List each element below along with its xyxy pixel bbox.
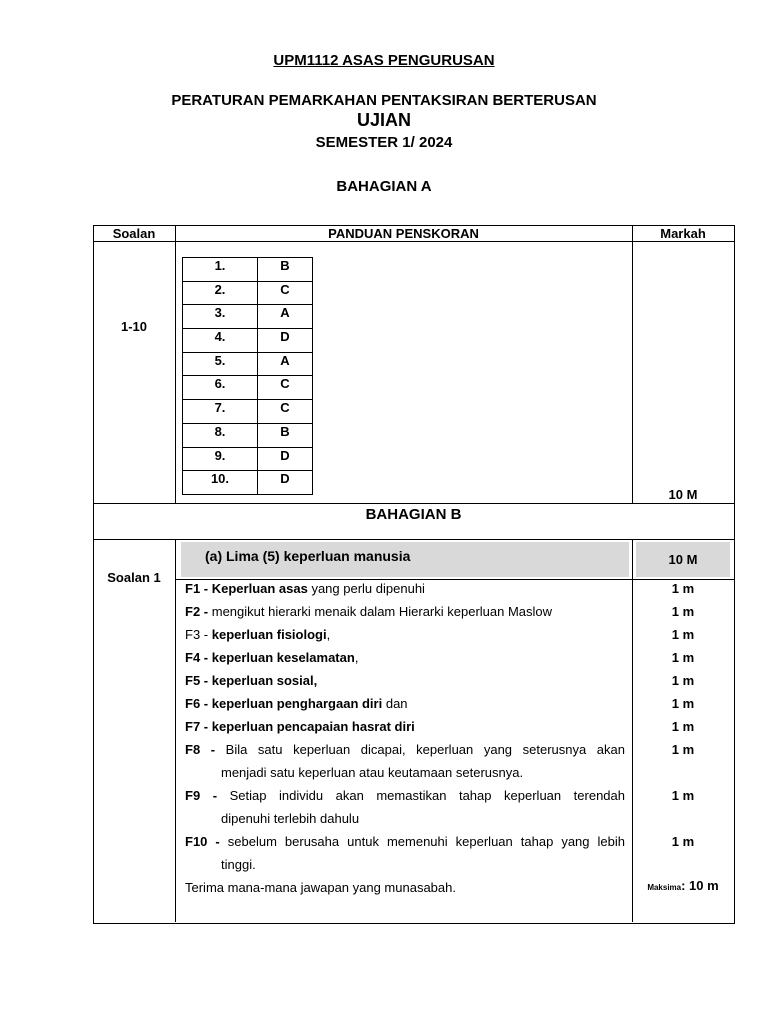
- answer-row: [183, 329, 313, 353]
- answer-row: [183, 471, 313, 495]
- criterion-f10: F10 - sebelum berusaha untuk memenuhi keperluan tahap yang lebih: [185, 834, 625, 849]
- answer-key-table: [182, 257, 313, 495]
- answer-row: [183, 258, 313, 282]
- answer-number: 1.: [183, 258, 258, 282]
- answer-row: [183, 447, 313, 471]
- semester-label: SEMESTER 1/ 2024: [315, 134, 453, 151]
- criterion-mark: 1 m: [671, 581, 695, 596]
- answer-row: [183, 305, 313, 329]
- answer-number: 7.: [183, 400, 258, 424]
- criterion-mark: 1 m: [671, 604, 695, 619]
- criterion-f8-continued: menjadi satu keperluan atau keutamaan seterusnya.: [221, 765, 524, 780]
- answer-letter: B: [258, 423, 313, 447]
- col-header-marks: Markah: [660, 226, 706, 241]
- answer-row: [183, 400, 313, 424]
- table-divider: [93, 539, 734, 540]
- answer-letter: D: [258, 471, 313, 495]
- answer-number: 8.: [183, 423, 258, 447]
- max-label: Maksima: [647, 883, 682, 892]
- answer-number: 4.: [183, 329, 258, 353]
- closing-note: Terima mana-mana jawapan yang munasabah.: [185, 880, 456, 895]
- criterion-mark: 1 m: [671, 719, 695, 734]
- answer-letter: A: [258, 352, 313, 376]
- answer-number: 9.: [183, 447, 258, 471]
- answer-letter: B: [258, 258, 313, 282]
- criterion-f10-continued: tinggi.: [221, 857, 256, 872]
- table-divider: [632, 225, 633, 503]
- question-range: 1-10: [120, 319, 148, 334]
- answer-number: 2.: [183, 281, 258, 305]
- answer-letter: C: [258, 281, 313, 305]
- criterion-f1: F1 - Keperluan asas yang perlu dipenuhi: [185, 581, 425, 596]
- assessment-type: UJIAN: [356, 110, 411, 130]
- table-divider: [175, 539, 176, 922]
- col-header-question: Soalan: [112, 226, 156, 241]
- criterion-mark: 1 m: [671, 627, 695, 642]
- criterion-mark: 1 m: [671, 650, 695, 665]
- answer-row: [183, 352, 313, 376]
- criterion-f9-continued: dipenuhi terlebih dahulu: [221, 811, 360, 826]
- answer-letter: C: [258, 400, 313, 424]
- answer-letter: D: [258, 329, 313, 353]
- criterion-f6: F6 - keperluan penghargaan diri dan: [185, 696, 408, 711]
- course-title: UPM1112 ASAS PENGURUSAN: [273, 52, 495, 69]
- part-a-marks: 10 M: [668, 552, 698, 567]
- criterion-f9: F9 - Setiap individu akan memastikan tahap keperluan terendah: [185, 788, 625, 803]
- answer-letter: A: [258, 305, 313, 329]
- criterion-mark: 1 m: [671, 834, 695, 849]
- table-divider: [93, 503, 734, 504]
- answer-number: 6.: [183, 376, 258, 400]
- criterion-f8: F8 - Bila satu keperluan dicapai, keperluan yang seterusnya akan: [185, 742, 625, 757]
- section-b-heading: BAHAGIAN B: [365, 506, 462, 523]
- question-label: Soalan 1: [107, 570, 161, 585]
- max-marks: [633, 874, 733, 899]
- criterion-mark: 1 m: [671, 696, 695, 711]
- answer-number: 5.: [183, 352, 258, 376]
- section-a-heading: BAHAGIAN A: [336, 178, 432, 195]
- criterion-f2: F2 - mengikut hierarki menaik dalam Hierarki keperluan Maslow: [185, 604, 553, 619]
- criterion-f7: F7 - keperluan pencapaian hasrat diri: [185, 719, 415, 734]
- document-title: PERATURAN PEMARKAHAN PENTAKSIRAN BERTERUSAN: [171, 92, 597, 109]
- criterion-f3: F3 - keperluan fisiologi,: [185, 627, 331, 642]
- part-a-title: (a) Lima (5) keperluan manusia: [205, 548, 411, 564]
- table-divider: [175, 225, 176, 503]
- answer-number: 3.: [183, 305, 258, 329]
- section-a-total: 10 M: [668, 487, 698, 502]
- criterion-mark: 1 m: [671, 742, 695, 757]
- answer-letter: C: [258, 376, 313, 400]
- answer-letter: D: [258, 447, 313, 471]
- criterion-f4: F4 - keperluan keselamatan,: [185, 650, 359, 665]
- criterion-mark: 1 m: [671, 673, 695, 688]
- criterion-mark: 1 m: [671, 788, 695, 803]
- answer-row: [183, 423, 313, 447]
- answer-number: 10.: [183, 471, 258, 495]
- max-value: : 10 m: [681, 878, 719, 893]
- criterion-f5: F5 - keperluan sosial,: [185, 673, 318, 688]
- answer-row: [183, 376, 313, 400]
- answer-row: [183, 281, 313, 305]
- col-header-guide: PANDUAN PENSKORAN: [328, 226, 479, 241]
